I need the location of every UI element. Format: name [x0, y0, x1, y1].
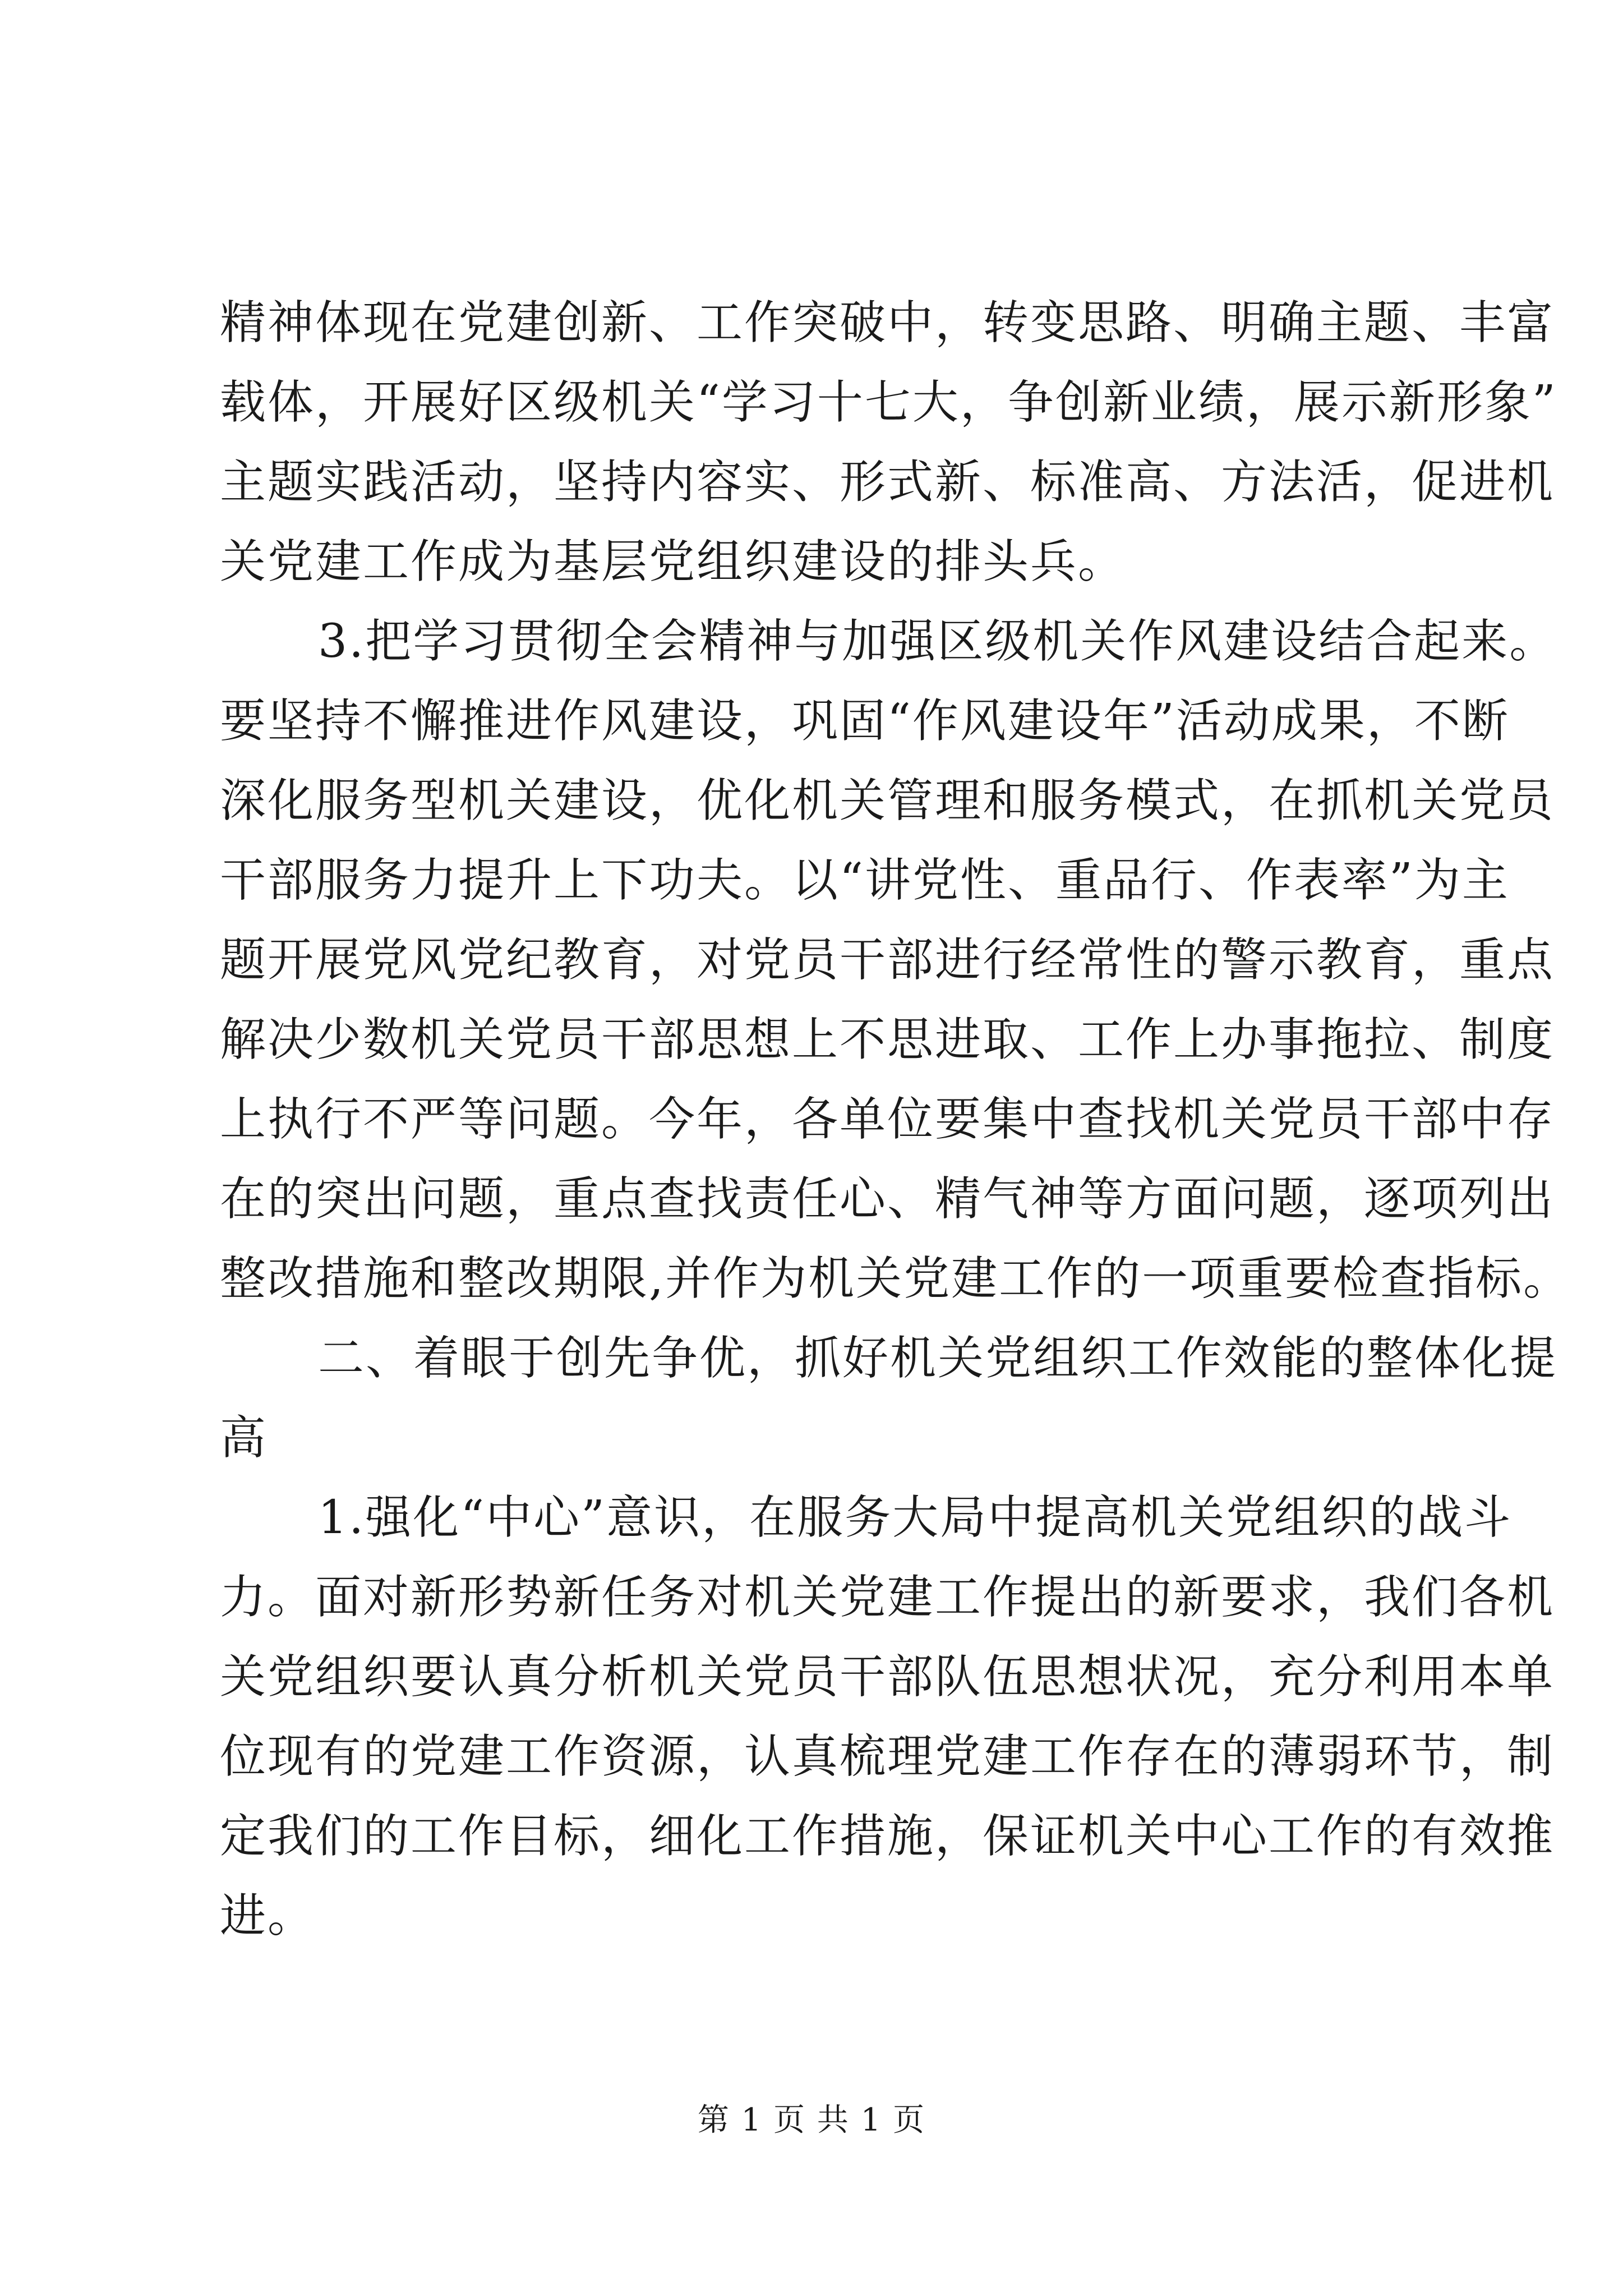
document-body [220, 283, 1571, 1956]
text-line: 关党组织要认真分析机关党员干部队伍思想状况，充分利用本单 [220, 1650, 1555, 1704]
text-line: 在的突出问题，重点查找责任心、精气神等方面问题，逐项列出 [220, 1172, 1555, 1226]
text-line: 定我们的工作目标，细化工作措施，保证机关中心工作的有效推 [220, 1810, 1555, 1863]
section-heading: 高 [220, 1411, 268, 1465]
text-line: 上执行不严等问题。今年，各单位要集中查找机关党员干部中存 [220, 1093, 1555, 1146]
text-line: 深化服务型机关建设，优化机关管理和服务模式，在抓机关党员 [220, 774, 1555, 827]
text-line: 关党建工作成为基层党组织建设的排头兵。 [220, 535, 1126, 588]
text-line: 载体，开展好区级机关“学习十七大，争创新业绩，展示新形象” [220, 376, 1557, 429]
text-line: 1.强化“中心”意识，在服务大局中提高机关党组织的战斗 [318, 1491, 1513, 1544]
text-line: 主题实践活动，坚持内容实、形式新、标准高、方法活，促进机 [220, 455, 1555, 509]
text-line: 进。 [220, 1889, 316, 1943]
page-number-footer: 第 1 页 共 1 页 [697, 2102, 926, 2138]
text-line: 精神体现在党建创新、工作突破中，转变思路、明确主题、丰富 [220, 296, 1555, 349]
text-line: 位现有的党建工作资源，认真梳理党建工作存在的薄弱环节，制 [220, 1730, 1555, 1783]
text-line: 3.把学习贯彻全会精神与加强区级机关作风建设结合起来。 [318, 615, 1557, 668]
text-line: 解决少数机关党员干部思想上不思进取、工作上办事拖拉、制度 [220, 1013, 1555, 1066]
text-line: 整改措施和整改期限,并作为机关党建工作的一项重要检查指标。 [220, 1252, 1571, 1305]
text-line: 题开展党风党纪教育，对党员干部进行经常性的警示教育，重点 [220, 933, 1555, 987]
section-heading: 二、着眼于创先争优，抓好机关党组织工作效能的整体化提 [318, 1332, 1558, 1385]
text-line: 要坚持不懈推进作风建设，巩固“作风建设年”活动成果，不断 [220, 694, 1510, 748]
text-line: 力。面对新形势新任务对机关党建工作提出的新要求，我们各机 [220, 1571, 1555, 1624]
text-line: 干部服务力提升上下功夫。以“讲党性、重品行、作表率”为主 [220, 854, 1510, 907]
